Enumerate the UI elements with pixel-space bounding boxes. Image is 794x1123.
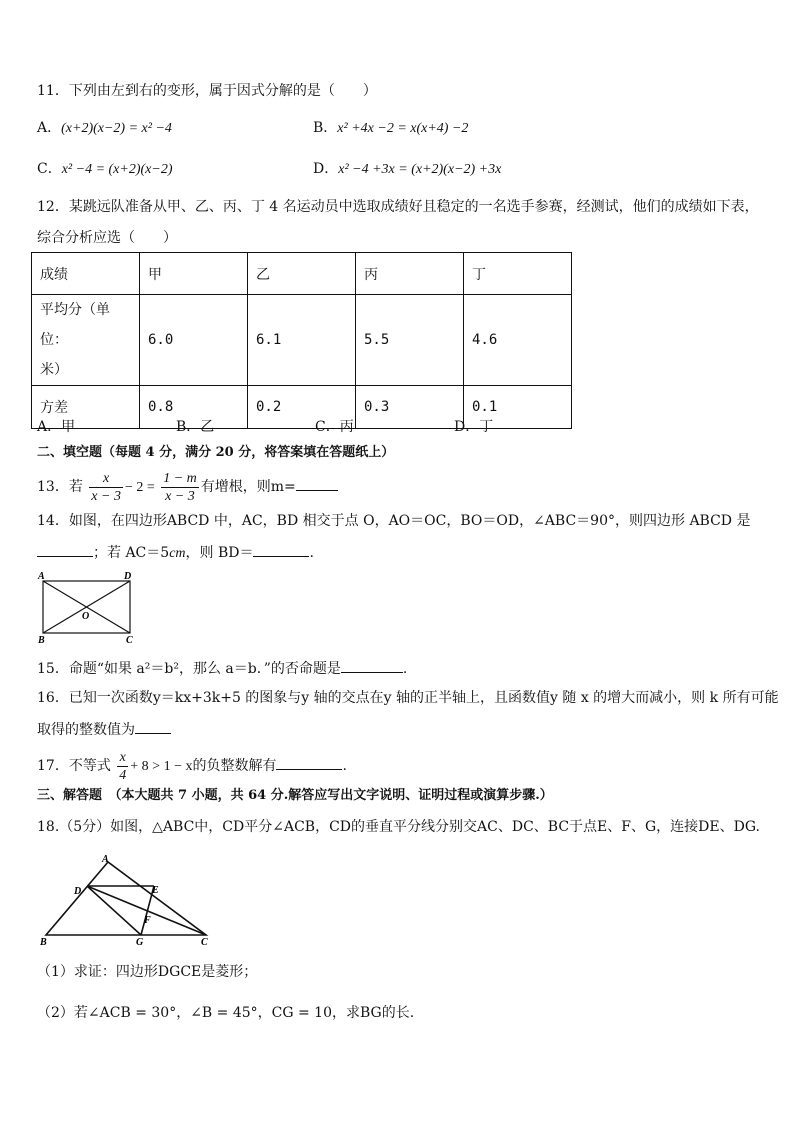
triangle-abc [46, 862, 206, 935]
q18-triangle-figure [38, 853, 218, 948]
table-cell: 4.6 [464, 295, 572, 386]
q13-suffix: 有增根，则m= [200, 479, 296, 495]
q17 [37, 747, 347, 786]
q14-rectangle-figure [34, 570, 144, 646]
q11-b-expr: x² +4x −2 = x(x+4) −2 [337, 121, 469, 136]
table-row-label: 方差 [32, 386, 140, 429]
q15 [37, 658, 407, 679]
q14-line1: 14．如图，在四边形ABCD 中，AC，BD 相交于点 O，AO＝OC，BO＝OD，∠ABC＝90°，则四边形 ABCD 是 [37, 513, 751, 529]
q11-c-label: C． [37, 161, 62, 177]
q11-a-label: A． [37, 120, 62, 136]
table-header-cell: 成绩 [32, 253, 140, 295]
vertex-label-c: C [201, 937, 208, 948]
q13-frac1-denominator: x − 3 [91, 488, 121, 504]
q12-option-c[interactable]: C．丙 [315, 419, 354, 435]
q13-frac2-denominator: x − 3 [165, 488, 195, 504]
table-header-cell: 乙 [248, 253, 356, 295]
avg-label-line1: 平均分（单位： [40, 302, 110, 348]
q17-answer-blank[interactable] [276, 755, 342, 770]
q12-option-b[interactable]: B．乙 [176, 419, 215, 435]
table-header-row [32, 253, 572, 295]
q14-unit: cm [169, 546, 186, 561]
table-cell: 6.1 [248, 295, 356, 386]
section-3-heading: 三、解答题 （本大题共 7 小题，共 64 分.解答应写出文字说明、证明过程或演算步骤.） [37, 788, 553, 803]
vertex-label-b: B [40, 937, 47, 948]
q16-answer-blank[interactable] [135, 719, 171, 734]
q11-a-expr: (x+2)(x−2) = x² −4 [61, 121, 172, 136]
q12-stem-line2: 综合分析应选（ ） [37, 230, 177, 246]
q14-line2-mid: ；若 AC＝5 [93, 545, 170, 561]
q13 [37, 468, 338, 507]
q11-d-label: D． [313, 161, 339, 177]
table-cell: 0.1 [464, 386, 572, 429]
avg-label-line2: 米） [40, 362, 68, 378]
q17-tail: . [342, 758, 347, 774]
section-2-heading: 二、填空题（每题 4 分，满分 20 分，将答案填在答题纸上） [37, 445, 395, 460]
q18-stem: 18.（5分）如图，△ABC中，CD平分∠ACB，CD的垂直平分线分别交AC、DC、BC于点E、F、G，连接DE、DG. [37, 819, 760, 835]
q17-mid: + 8 > 1 − x [130, 759, 193, 774]
vertex-label-a: A [102, 854, 109, 865]
q11-option-d[interactable] [313, 159, 501, 180]
q16-line2 [37, 719, 171, 740]
table-row-label [32, 295, 140, 386]
q11-option-c[interactable] [37, 159, 173, 180]
q13-fraction-2 [161, 470, 199, 505]
table-cell: 6.0 [140, 295, 248, 386]
q14-line2 [37, 542, 314, 564]
q12-score-table [31, 252, 572, 429]
vertex-label-a: A [38, 571, 45, 582]
table-header-cell: 丙 [356, 253, 464, 295]
q13-frac2-numerator: 1 − m [163, 470, 197, 486]
vertex-label-c: C [126, 635, 133, 646]
q15-tail: . [402, 661, 408, 677]
vertex-label-d: D [74, 886, 82, 897]
q12-stem-line1: 12．某跳远队准备从甲、乙、丙、丁 4 名运动员中选取成绩好且稳定的一名选手参赛，经测试，他们的成绩如下表， [37, 199, 759, 215]
table-header-cell: 甲 [140, 253, 248, 295]
vertex-label-b: B [38, 635, 45, 646]
segment-dg [87, 886, 141, 935]
q16-line2-text: 取得的整数值为 [37, 722, 135, 738]
vertex-label-f: F [144, 915, 151, 926]
vertex-label-d: D [124, 571, 132, 582]
q11-b-label: B． [313, 120, 338, 136]
q17-frac-denominator: 4 [119, 767, 127, 783]
table-cell: 0.3 [356, 386, 464, 429]
q17-suffix: 的负整数解有 [192, 758, 277, 774]
table-cell: 0.2 [248, 386, 356, 429]
q13-fraction-1 [89, 470, 123, 505]
q14-line2-tail: . [309, 545, 314, 561]
vertex-label-g: G [136, 937, 144, 948]
q13-prefix: 13．若 [37, 479, 83, 495]
q14-line2-end: ，则 BD＝ [185, 545, 254, 561]
table-row [32, 295, 572, 386]
q15-text: 15．命题“如果 a²＝b²，那么 a＝b．”的否命题是 [37, 661, 341, 677]
table-cell: 0.8 [140, 386, 248, 429]
q13-frac1-numerator: x [89, 470, 123, 488]
table-header-cell: 丁 [464, 253, 572, 295]
q14-answer-blank-2[interactable] [253, 542, 309, 557]
q17-frac-numerator: x [117, 749, 128, 767]
center-label-o: O [82, 611, 90, 622]
q11-d-expr: x² −4 +3x = (x+2)(x−2) +3x [338, 162, 502, 177]
q13-answer-blank[interactable] [296, 476, 338, 491]
q18-part2: （2）若∠ACB = 30°，∠B = 45°，CG = 10，求BG的长. [37, 1005, 415, 1021]
q14-answer-blank-1[interactable] [37, 542, 93, 557]
q13-mid: − 2 = [124, 480, 155, 495]
q17-fraction [117, 749, 128, 784]
q12-option-d[interactable]: D．丁 [454, 419, 494, 435]
q16-line1: 16．已知一次函数y＝kx+3k+5 的图象与y 轴的交点在y 轴的正半轴上，且函数值y 随 x 的增大而减小，则 k 所有可能 [37, 690, 779, 706]
q15-answer-blank[interactable] [341, 658, 403, 673]
q11-stem: 11．下列由左到右的变形，属于因式分解的是（ ） [37, 83, 377, 99]
q18-part1: （1）求证：四边形DGCE是菱形； [37, 964, 258, 980]
vertex-label-e: E [152, 885, 159, 896]
q11-option-b[interactable] [313, 118, 468, 139]
q12-option-a[interactable]: A．甲 [37, 419, 76, 435]
q11-c-expr: x² −4 = (x+2)(x−2) [61, 162, 173, 177]
q11-option-a[interactable] [37, 118, 172, 139]
q17-prefix: 17．不等式 [37, 758, 111, 774]
segment-dc [87, 886, 206, 935]
table-cell: 5.5 [356, 295, 464, 386]
